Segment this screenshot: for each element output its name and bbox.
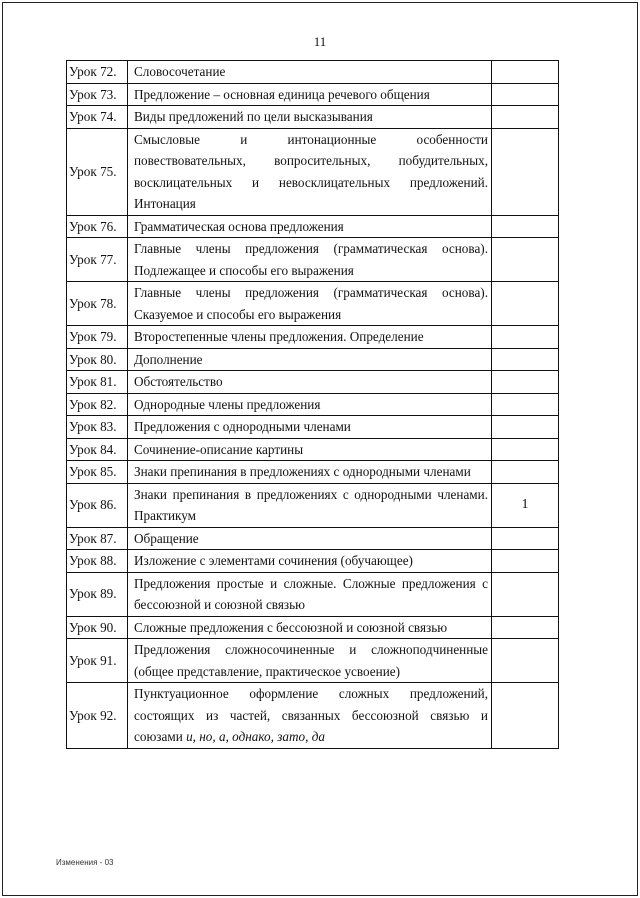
lesson-number: Урок 72.: [67, 61, 128, 84]
lesson-number: Урок 84.: [67, 438, 128, 461]
lesson-plan-table-container: [66, 60, 558, 749]
lesson-hours: [492, 572, 559, 616]
lesson-topic: Виды предложений по цели высказывания: [128, 106, 492, 129]
lesson-hours: [492, 238, 559, 282]
table-row: [67, 438, 559, 461]
lesson-topic: Главные члены предложения (грамматическая основа). Подлежащее и способы его выражения: [128, 238, 492, 282]
lesson-topic: Предложение – основная единица речевого общения: [128, 83, 492, 106]
table-row: [67, 483, 559, 527]
lesson-topic: Смысловые и интонационные особенности повествовательных, вопросительных, побудительных, восклицательных и невосклицательных предложений. Интонация: [128, 128, 492, 215]
lesson-number: Урок 88.: [67, 550, 128, 573]
lesson-number: Урок 89.: [67, 572, 128, 616]
lesson-hours: [492, 215, 559, 238]
lesson-hours: [492, 527, 559, 550]
lesson-topic: Однородные члены предложения: [128, 393, 492, 416]
lesson-hours: [492, 393, 559, 416]
lesson-number: Урок 79.: [67, 326, 128, 349]
lesson-number: Урок 73.: [67, 83, 128, 106]
table-row: [67, 61, 559, 84]
lesson-hours: [492, 128, 559, 215]
lesson-number: Урок 77.: [67, 238, 128, 282]
lesson-number: Урок 74.: [67, 106, 128, 129]
lesson-number: Урок 83.: [67, 416, 128, 439]
lesson-topic: Сложные предложения с бессоюзной и союзной связью: [128, 616, 492, 639]
table-row: [67, 371, 559, 394]
lesson-number: Урок 86.: [67, 483, 128, 527]
table-row: [67, 639, 559, 683]
table-row: [67, 238, 559, 282]
lesson-topic: Предложения сложносочиненные и сложноподчиненные (общее представление, практическое усвоение): [128, 639, 492, 683]
lesson-topic-text: Пунктуационное оформление сложных предложений, состоящих из частей, связанных бессоюзной связью и союзами: [134, 686, 488, 744]
lesson-topic: Изложение с элементами сочинения (обучающее): [128, 550, 492, 573]
lesson-table-body: [67, 61, 559, 749]
lesson-topic: Второстепенные члены предложения. Определение: [128, 326, 492, 349]
lesson-topic: Грамматическая основа предложения: [128, 215, 492, 238]
lesson-number: Урок 76.: [67, 215, 128, 238]
lesson-hours: [492, 683, 559, 749]
table-row: [67, 393, 559, 416]
lesson-plan-table: [66, 60, 559, 749]
lesson-hours: [492, 326, 559, 349]
table-row: [67, 527, 559, 550]
lesson-topic: Предложения простые и сложные. Сложные предложения с бессоюзной и союзной связью: [128, 572, 492, 616]
lesson-number: Урок 82.: [67, 393, 128, 416]
lesson-hours: [492, 483, 559, 527]
lesson-number: Урок 91.: [67, 639, 128, 683]
lesson-topic: Обстоятельство: [128, 371, 492, 394]
lesson-number: Урок 80.: [67, 348, 128, 371]
table-row: [67, 106, 559, 129]
lesson-number: Урок 75.: [67, 128, 128, 215]
lesson-number: Урок 85.: [67, 461, 128, 484]
lesson-hours: [492, 550, 559, 573]
lesson-topic: Словосочетание: [128, 61, 492, 84]
page-number: 11: [313, 34, 327, 49]
lesson-hours: [492, 616, 559, 639]
lesson-topic: Обращение: [128, 527, 492, 550]
table-row: [67, 616, 559, 639]
lesson-hours: [492, 282, 559, 326]
lesson-topic: Предложения с однородными членами: [128, 416, 492, 439]
table-row: [67, 683, 559, 749]
hours-value: 1: [521, 497, 529, 513]
revision-footer: Изменения - 03: [56, 858, 114, 867]
lesson-number: Урок 78.: [67, 282, 128, 326]
lesson-topic: Знаки препинания в предложениях с однородными членами. Практикум: [128, 483, 492, 527]
table-row: [67, 550, 559, 573]
lesson-hours: [492, 371, 559, 394]
lesson-topic: Знаки препинания в предложениях с однородными членами: [128, 461, 492, 484]
table-row: [67, 326, 559, 349]
table-row: [67, 416, 559, 439]
lesson-topic: Главные члены предложения (грамматическая основа). Сказуемое и способы его выражения: [128, 282, 492, 326]
lesson-topic-italic: и, но, а, однако, зато, да: [186, 729, 325, 744]
lesson-hours: [492, 639, 559, 683]
table-row: [67, 282, 559, 326]
table-row: [67, 572, 559, 616]
lesson-number: Урок 81.: [67, 371, 128, 394]
lesson-hours: [492, 106, 559, 129]
lesson-topic: [128, 683, 492, 749]
table-row: [67, 215, 559, 238]
lesson-number: Урок 87.: [67, 527, 128, 550]
lesson-topic: Дополнение: [128, 348, 492, 371]
lesson-number: Урок 90.: [67, 616, 128, 639]
lesson-hours: [492, 348, 559, 371]
table-row: [67, 83, 559, 106]
lesson-hours: [492, 83, 559, 106]
lesson-number: Урок 92.: [67, 683, 128, 749]
lesson-hours: [492, 461, 559, 484]
table-row: [67, 348, 559, 371]
table-row: [67, 461, 559, 484]
lesson-hours: [492, 438, 559, 461]
lesson-hours: [492, 61, 559, 84]
lesson-hours: [492, 416, 559, 439]
lesson-topic: Сочинение-описание картины: [128, 438, 492, 461]
table-row: [67, 128, 559, 215]
